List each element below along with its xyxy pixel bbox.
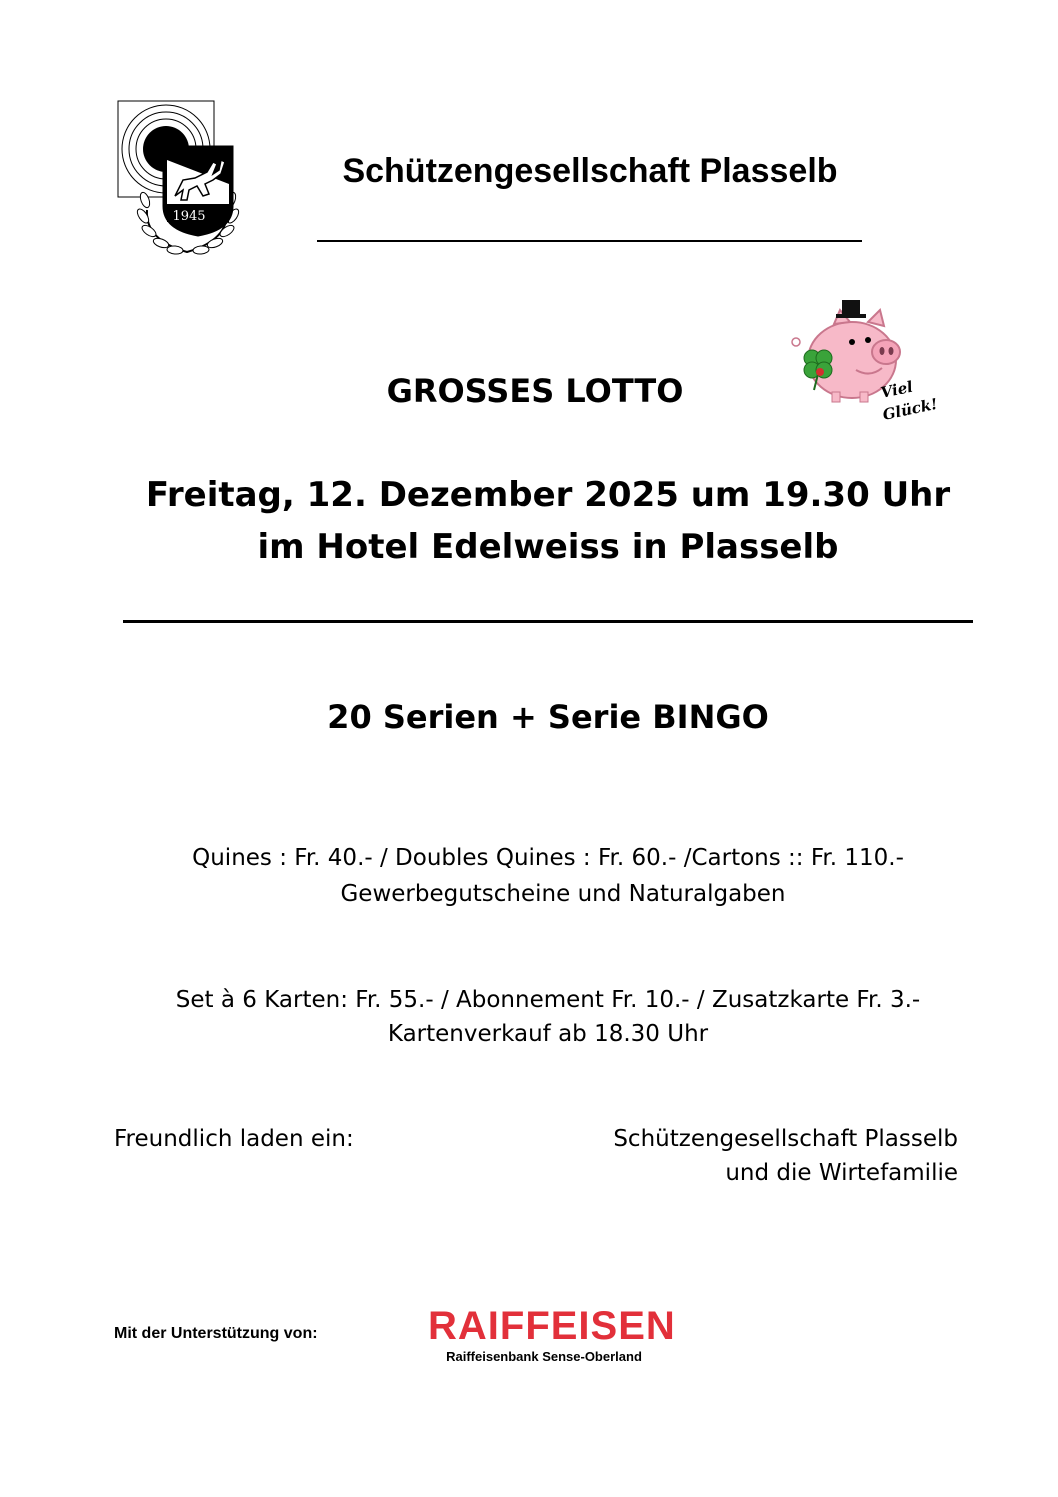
prizes-extra-line: Gewerbegutscheine und Naturalgaben — [340, 881, 786, 907]
card-sale-time: Kartenverkauf ab 18.30 Uhr — [387, 1021, 709, 1047]
host-family: und die Wirtefamilie — [725, 1160, 958, 1186]
sponsor-subline: Raiffeisenbank Sense-Oberland — [446, 1349, 642, 1364]
sponsor-logo-text: RAIFFEISEN — [428, 1304, 676, 1348]
club-title: Schützengesellschaft Plasselb — [342, 152, 838, 190]
logo-year: 1945 — [172, 209, 206, 224]
title-underline — [317, 240, 862, 242]
invitation-label: Freundlich laden ein: — [114, 1126, 354, 1152]
section-divider — [123, 620, 973, 623]
card-prices-line: Set à 6 Karten: Fr. 55.- / Abonnement Fr. 10.- / Zusatzkarte Fr. 3.- — [175, 987, 921, 1013]
event-place: im Hotel Edelweiss in Plasselb — [257, 527, 839, 567]
prizes-line: Quines : Fr. 40.- / Doubles Quines : Fr. 60.- /Cartons :: Fr. 110.- — [192, 845, 904, 871]
pig-text-glueck: Glück! — [881, 394, 940, 424]
support-label: Mit der Unterstützung von: — [114, 1325, 318, 1342]
club-logo — [117, 100, 259, 260]
event-title: GROSSES LOTTO — [386, 372, 684, 410]
event-date: Freitag, 12. Dezember 2025 um 19.30 Uhr — [145, 475, 951, 515]
series-heading: 20 Serien + Serie BINGO — [327, 698, 769, 736]
lucky-pig-image — [790, 298, 950, 428]
pig-text-viel: Viel — [879, 377, 915, 402]
host-club: Schützengesellschaft Plasselb — [613, 1126, 958, 1152]
